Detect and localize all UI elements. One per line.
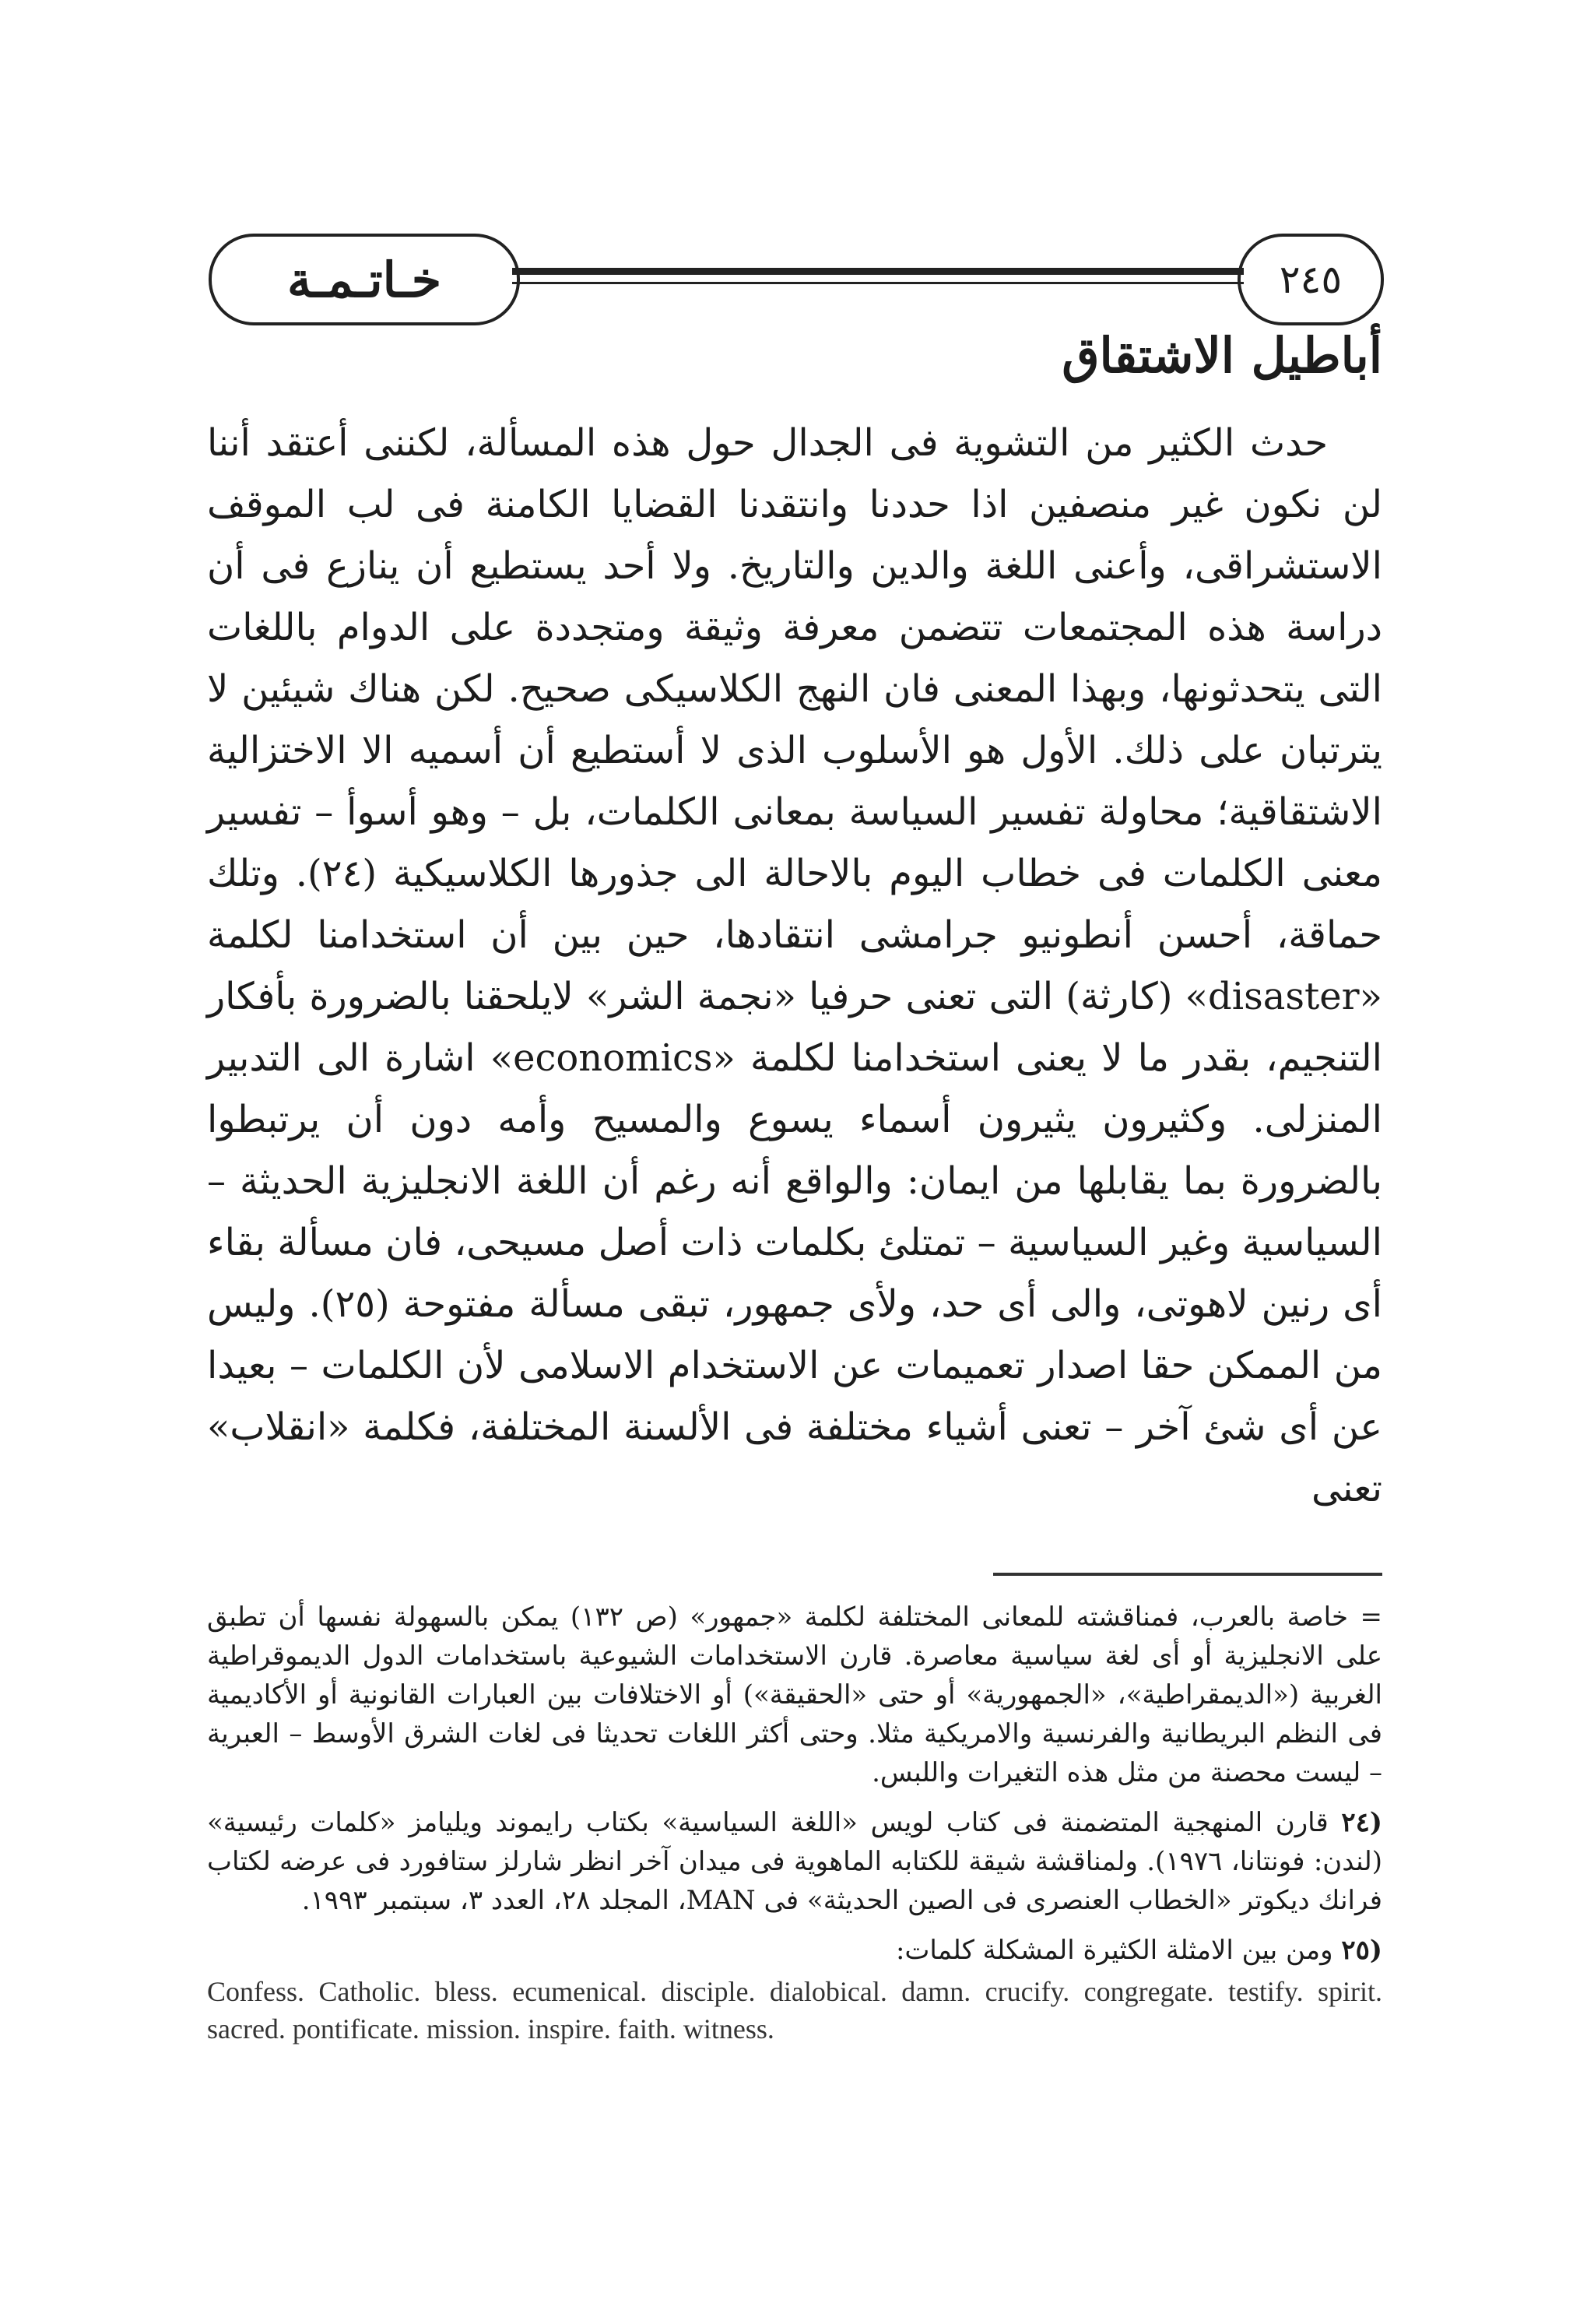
footnote-continued-text: = خاصة بالعرب، فمناقشته للمعانى المختلفة لكلمة «جمهور» (ص ١٣٢) يمكن بالسهولة نفسها أن تطبق على الانجليزية أو أى لغة سياسية معاصرة. قارن الاستخدامات الشيوعية باستخدامات الدول الديموقراطية الغربية («الديمقراطية»، «الجمهورية» أو حتى «الحقيقة») أو الاختلافات بين العبارات القانونية أو الأكاديمية فى النظم البريطانية والفرنسية والامريكية مثلا. وحتى أكثر اللغات تحديثا فى لغات الشرق الأوسط – العبرية – ليست محصنة من مثل هذه التغيرات واللبس. xyxy=(207,1601,1382,1788)
header-rule-thin xyxy=(512,282,1244,284)
footnote-continued xyxy=(207,1598,1382,1792)
section-title: أباطيل الاشتقاق xyxy=(1062,327,1382,384)
footnote-separator xyxy=(993,1573,1382,1576)
footnote-25-english-words: Confess. Catholic. bless. ecumenical. disciple. dialobical. damn. crucify. congregate. testify. spirit. sacred. pontificate. mission. inspire. faith. witness. xyxy=(207,1976,1382,2044)
page-header xyxy=(209,234,1384,335)
footnotes xyxy=(207,1598,1382,2059)
footnote-25-text: ومن بين الامثلة الكثيرة المشكلة كلمات: xyxy=(895,1935,1333,1966)
footnote-24-marker: (٢٤ xyxy=(1341,1807,1382,1838)
body-paragraph: حدث الكثير من التشوية فى الجدال حول هذه المسألة، لكننى أعتقد أننا لن نكون غير منصفين اذا حددنا وانتقدنا القضايا الكامنة فى لب الموقف الاستشراقى، وأعنى اللغة والدين والتاريخ. ولا أحد يستطيع أن ينازع فى أن دراسة هذه المجتمعات تتضمن معرفة وثيقة ومتجددة على الدوام باللغات التى يتحدثونها، وبهذا المعنى فان النهج الكلاسيكى صحيح. لكن هناك شيئين لا يترتبان على ذلك. الأول هو الأسلوب الذى لا أستطيع أن أسميه الا الاختزالية الاشتقاقية؛ محاولة تفسير السياسة بمعانى الكلمات، بل – وهو أسوأ – تفسير معنى الكلمات فى خطاب اليوم بالاحالة الى جذورها الكلاسيكية (٢٤). وتلك حماقة، أحسن أنطونيو جرامشى انتقادها، حين بين أن استخدامنا لكلمة «disaster» (كارثة) التى تعنى حرفيا «نجمة الشر» لايلحقنا بالضرورة بأفكار التنجيم، بقدر ما لا يعنى استخدامنا لكلمة «economics» اشارة الى التدبير المنزلى. وكثيرون يثيرون أسماء يسوع والمسيح وأمه دون أن يرتبطوا بالضرورة بما يقابلها من ايمان: والواقع أنه رغم أن اللغة الانجليزية الحديثة – السياسية وغير السياسية – تمتلئ بكلمات ذات أصل مسيحى، فان مسألة بقاء أى رنين لاهوتى، والى أى حد، ولأى جمهور، تبقى مسألة مفتوحة (٢٥). وليس من الممكن حقا اصدار تعميمات عن الاستخدام الاسلامى لأن الكلمات – بعيدا عن أى شئ آخر – تعنى أشياء مختلفة فى الألسنة المختلفة، فكلمة «انقلاب» تعنى xyxy=(207,421,1383,1510)
page-number: ٢٤٥ xyxy=(1238,234,1384,325)
chapter-title: خـاتـمـة xyxy=(209,234,520,325)
footnote-24-text: قارن المنهجية المتضمنة فى كتاب لويس «اللغة السياسية» بكتاب رايموند ويليامز «كلمات رئيسية» (لندن: فونتانا، ١٩٧٦). ولمناقشة شيقة للكتابه الماهوية فى ميدان آخر انظر شارلز ستافورد فى عرضه لكتاب فرانك ديكوتر «الخطاب العنصرى فى الصين الحديثة» فى MAN، المجلد ٢٨، العدد ٣، سبتمبر ١٩٩٣. xyxy=(207,1807,1382,1916)
header-rule xyxy=(512,268,1244,275)
footnote-24 xyxy=(207,1803,1382,1920)
footnote-25-marker: (٢٥ xyxy=(1341,1935,1382,1966)
footnote-25 xyxy=(207,1931,1382,2048)
